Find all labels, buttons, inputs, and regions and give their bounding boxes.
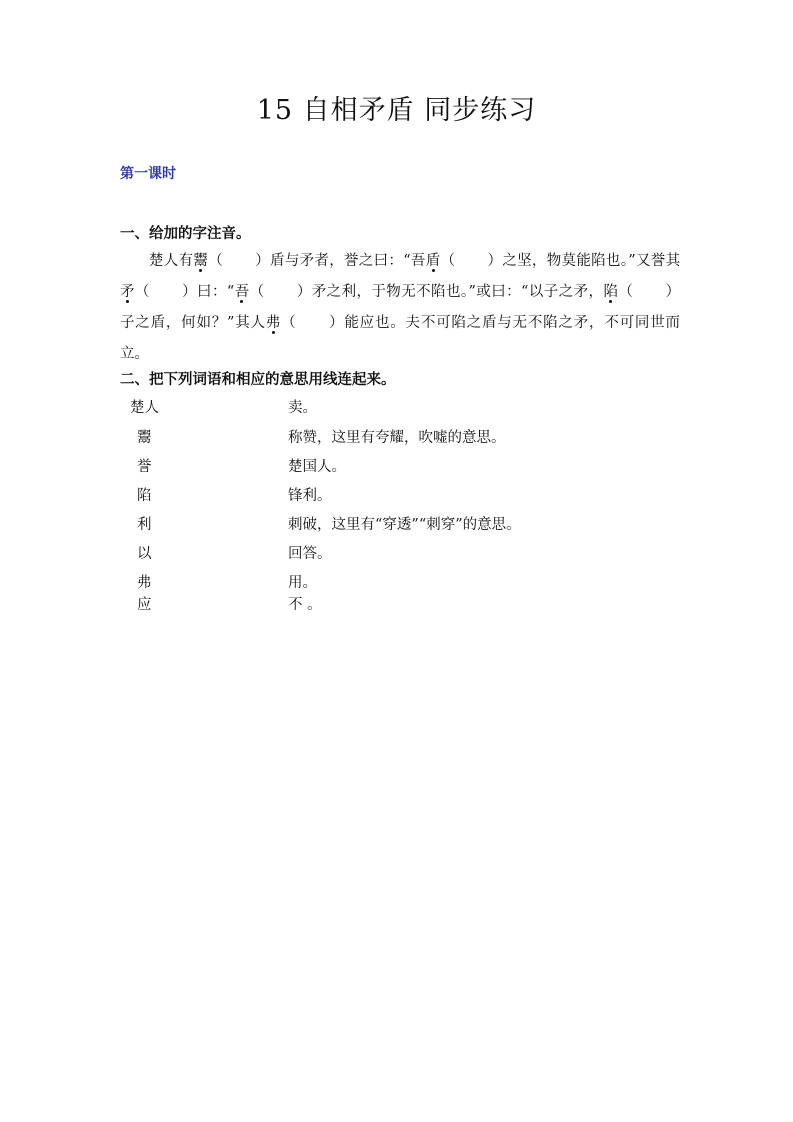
matching-exercise — [120, 396, 680, 626]
matching-term[interactable]: 利 — [137, 517, 152, 533]
matching-row — [120, 542, 680, 564]
matching-row — [120, 396, 680, 418]
matching-meaning[interactable]: 锋利。 — [288, 488, 332, 504]
dotted-character: 矛 — [120, 284, 135, 300]
matching-meaning[interactable]: 刺破，这里有“穿透”“刺穿”的意思。 — [288, 517, 521, 533]
passage-text: （ — [134, 284, 150, 300]
passage-text: （ — [618, 284, 634, 300]
matching-term[interactable]: 鬻 — [137, 430, 152, 446]
matching-row — [120, 593, 680, 615]
passage-text: （ — [208, 253, 224, 269]
passage-text: 楚人有 — [149, 253, 194, 269]
dotted-character: 弗 — [265, 315, 282, 331]
dotted-character: 盾 — [425, 253, 441, 269]
passage-text: （ — [281, 315, 297, 331]
passage-text: ）盾与矛者，誉之曰：“吾 — [254, 253, 426, 269]
passage-text: ）能应也。夫不可陷之盾与无不陷之矛，不可同世而立。 — [120, 315, 681, 362]
matching-meaning[interactable]: 不 。 — [288, 597, 322, 613]
dotted-character: 吾 — [234, 284, 250, 300]
lesson-label: 第一课时 — [120, 166, 176, 182]
matching-meaning[interactable]: 卖。 — [288, 400, 317, 416]
matching-term[interactable]: 誉 — [137, 459, 152, 475]
matching-meaning[interactable]: 楚国人。 — [288, 459, 346, 475]
passage-text: ）曰：“ — [181, 284, 235, 300]
matching-term[interactable]: 弗 — [137, 575, 152, 591]
matching-meaning[interactable]: 称赞，这里有夸耀，吹嘘的意思。 — [288, 430, 506, 446]
passage-text: （ — [440, 253, 456, 269]
matching-term[interactable]: 陷 — [137, 488, 152, 504]
matching-row — [120, 513, 680, 535]
page-title: 15 自相矛盾 同步练习 — [256, 95, 537, 126]
matching-row — [120, 571, 680, 593]
matching-term[interactable]: 以 — [137, 546, 152, 562]
matching-term[interactable]: 楚人 — [130, 400, 159, 416]
dotted-character: 鬻 — [193, 253, 209, 269]
passage-text: （ — [249, 284, 265, 300]
section1-heading: 一、给加的字注音。 — [120, 226, 251, 242]
passage-paragraph — [120, 246, 680, 370]
matching-term[interactable]: 应 — [137, 597, 152, 613]
passage-text: ）矛之利，于物无不陷也。”或曰：“以子之矛， — [296, 284, 604, 300]
dotted-character: 陷 — [603, 284, 619, 300]
matching-row — [120, 484, 680, 506]
passage-text: ）之坚，物莫能陷也。”又誉其 — [487, 253, 681, 269]
passage-text: ）子之盾，何如？”其人 — [120, 284, 681, 331]
section2-heading: 二、把下列词语和相应的意思用线连起来。 — [120, 372, 396, 388]
matching-row — [120, 426, 680, 448]
matching-meaning[interactable]: 回答。 — [288, 546, 332, 562]
matching-meaning[interactable]: 用。 — [288, 575, 317, 591]
matching-row — [120, 455, 680, 477]
